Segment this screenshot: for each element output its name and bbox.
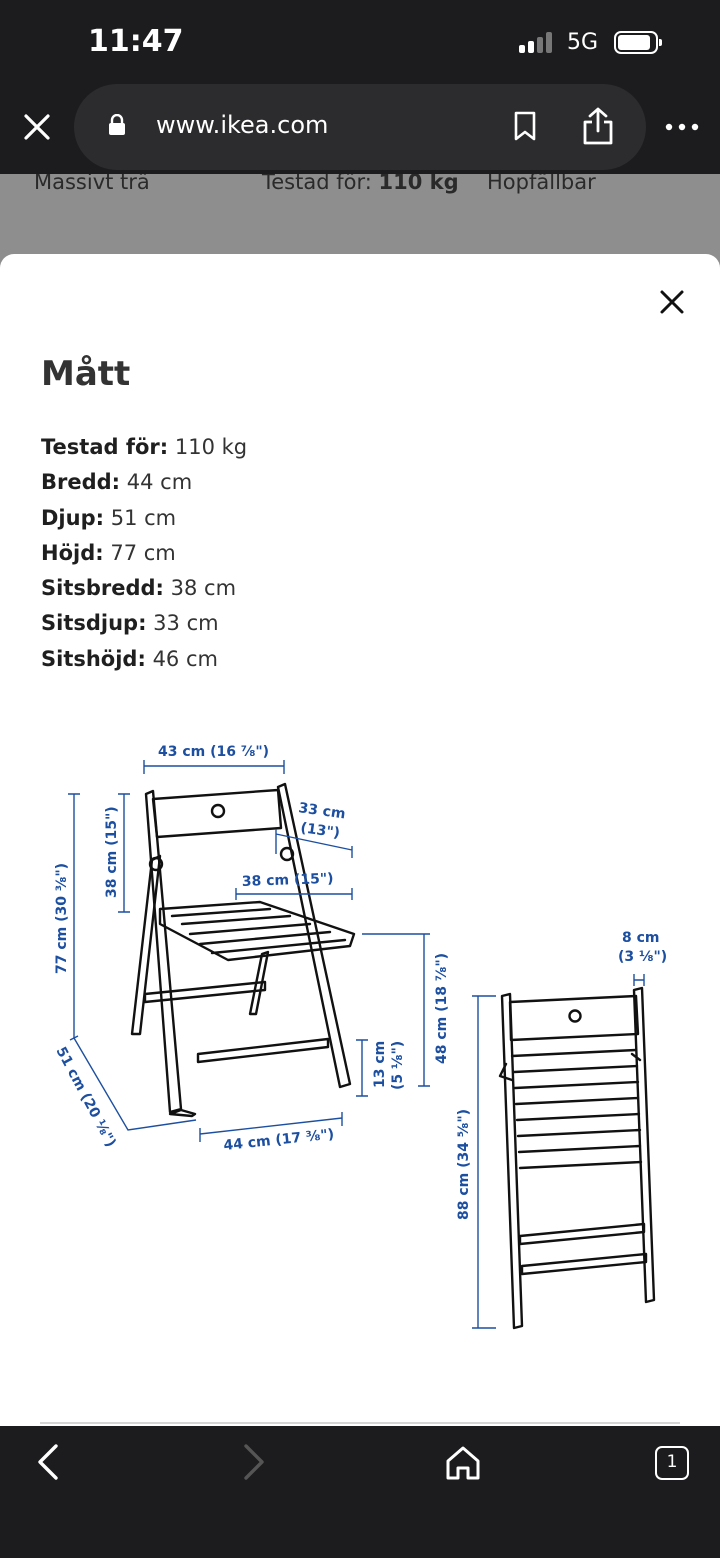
dim-seat-height: 48 cm (18 ⅞") bbox=[434, 952, 450, 1064]
lock-icon bbox=[108, 114, 126, 136]
status-time: 11:47 bbox=[88, 24, 184, 59]
dim-depth: 51 cm (20 ⅛") bbox=[52, 1044, 119, 1150]
signal-icon bbox=[519, 31, 555, 53]
tabs-icon[interactable]: 1 bbox=[655, 1446, 689, 1480]
folded-chair-drawing bbox=[500, 988, 654, 1328]
dim-folded-height: 88 cm (34 ⅝") bbox=[456, 1108, 472, 1220]
battery-icon bbox=[614, 31, 658, 54]
share-icon[interactable] bbox=[580, 106, 616, 146]
dim-total-height: 77 cm (30 ⅜") bbox=[54, 862, 70, 974]
dim-back-height: 38 cm (15") bbox=[104, 806, 120, 898]
dim-folded-depth-b: (3 ⅛") bbox=[618, 949, 668, 965]
status-bar bbox=[0, 0, 720, 84]
dimension-lines bbox=[68, 760, 644, 1328]
chair-dimension-diagram bbox=[0, 714, 720, 1354]
browser-bottom-bar bbox=[0, 1426, 720, 1558]
spec-item: Sitsdjup: 33 cm bbox=[41, 611, 219, 636]
dim-folded-depth-a: 8 cm bbox=[622, 930, 660, 946]
more-icon[interactable] bbox=[664, 122, 700, 132]
network-label: 5G bbox=[567, 30, 599, 55]
home-icon[interactable] bbox=[444, 1444, 482, 1482]
sheet-title: Mått bbox=[41, 354, 131, 394]
feature-foldable: Hopfällbar bbox=[487, 174, 596, 194]
dim-leg-a: 13 cm bbox=[372, 1040, 388, 1088]
dimensions-sheet bbox=[0, 254, 720, 1426]
spec-item: Sitshöjd: 46 cm bbox=[41, 646, 218, 671]
bookmark-icon[interactable] bbox=[512, 111, 538, 141]
address-bar[interactable] bbox=[74, 84, 646, 170]
dim-top-width: 43 cm (16 ⅞") bbox=[158, 744, 270, 760]
feature-material: Massivt trä bbox=[34, 174, 150, 194]
spec-item: Testad för: 110 kg bbox=[41, 435, 248, 459]
feature-tested-value: 110 kg bbox=[378, 174, 459, 194]
back-icon[interactable] bbox=[34, 1442, 62, 1482]
url-text[interactable]: www.ikea.com bbox=[156, 111, 329, 139]
feature-tested bbox=[262, 174, 459, 194]
forward-icon[interactable] bbox=[240, 1442, 268, 1482]
feature-tested-label: Testad för: bbox=[262, 174, 372, 194]
spec-item: Bredd: 44 cm bbox=[41, 470, 193, 495]
divider bbox=[40, 1422, 680, 1424]
close-icon[interactable] bbox=[20, 110, 54, 144]
dim-seat-depth-a: 33 cm bbox=[297, 800, 347, 823]
dim-seat-width: 38 cm (15") bbox=[241, 870, 334, 890]
spec-item: Höjd: 77 cm bbox=[41, 540, 176, 565]
browser-toolbar bbox=[0, 84, 720, 174]
dim-width: 44 cm (17 ⅜") bbox=[222, 1126, 335, 1154]
spec-item: Djup: 51 cm bbox=[41, 505, 177, 530]
dim-leg-b: (5 ⅛") bbox=[390, 1040, 406, 1090]
spec-item: Sitsbredd: 38 cm bbox=[41, 576, 237, 601]
dim-seat-depth-b: (13") bbox=[299, 820, 341, 842]
close-icon[interactable] bbox=[658, 288, 686, 316]
spec-list bbox=[41, 430, 247, 677]
